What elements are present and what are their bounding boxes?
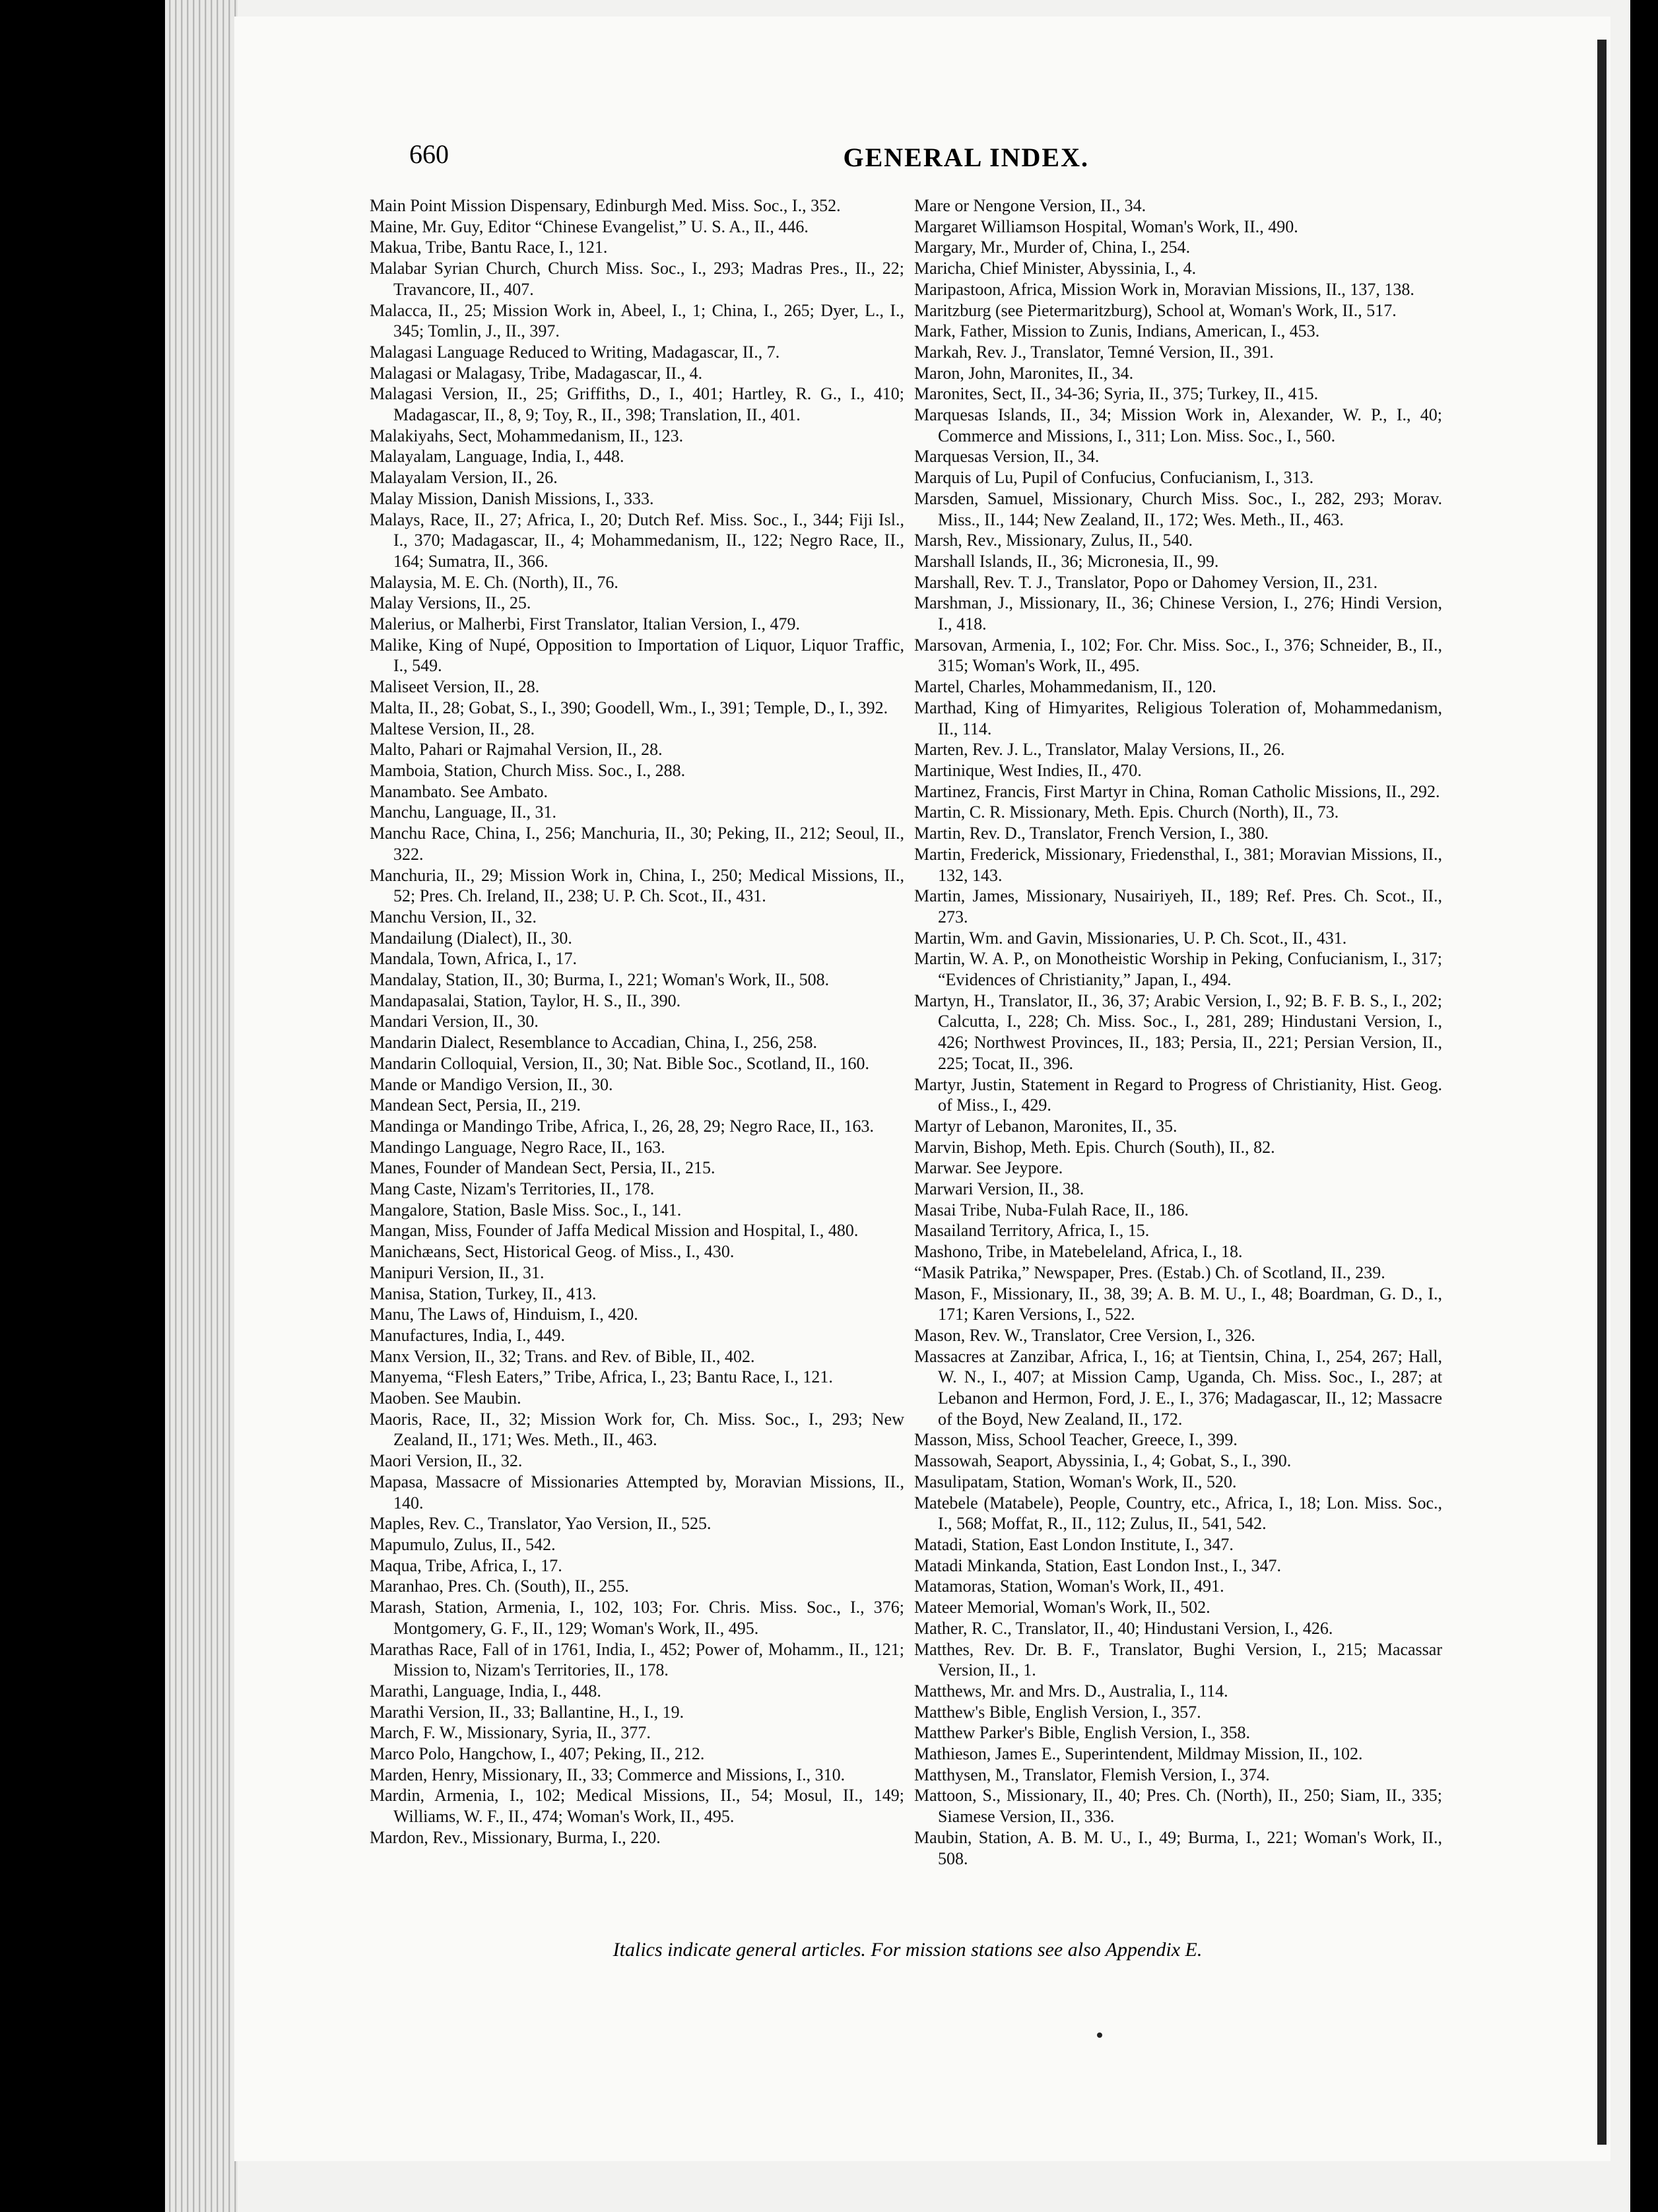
index-entry: Marathi, Language, India, I., 448. <box>370 1681 601 1701</box>
index-entry: Markah, Rev. J., Translator, Temné Version, II., 391. <box>914 342 1274 362</box>
index-entry: Martinique, West Indies, II., 470. <box>914 760 1142 780</box>
index-entry: Mason, Rev. W., Translator, Cree Version, I., 326. <box>914 1325 1255 1345</box>
index-entry: Martin, Frederick, Missionary, Friedensthal, I., 381; Moravian Missions, II., 132, 143. <box>914 844 1442 885</box>
index-entry: Mandarin Colloquial, Version, II., 30; Nat. Bible Soc., Scotland, II., 160. <box>370 1053 870 1073</box>
index-entry: Masailand Territory, Africa, I., 15. <box>914 1221 1150 1241</box>
index-entry: Martin, James, Missionary, Nusairiyeh, II., 189; Ref. Pres. Ch. Scot., II., 273. <box>914 886 1442 927</box>
index-entry: Marco Polo, Hangchow, I., 407; Peking, II., 212. <box>370 1744 705 1764</box>
index-entry: Maltese Version, II., 28. <box>370 719 535 738</box>
index-entry: Mandalay, Station, II., 30; Burma, I., 221; Woman's Work, II., 508. <box>370 970 830 990</box>
index-entry: Manambato. See Ambato. <box>370 781 548 801</box>
index-entry: Mandapasalai, Station, Taylor, H. S., II., 390. <box>370 991 681 1010</box>
index-entry: Mamboia, Station, Church Miss. Soc., I., 288. <box>370 760 686 780</box>
index-column-right <box>914 195 1442 1869</box>
index-entry: Manisa, Station, Turkey, II., 413. <box>370 1284 597 1303</box>
index-entry: Martin, Wm. and Gavin, Missionaries, U. P. Ch. Scot., II., 431. <box>914 928 1347 948</box>
index-entry: Martinez, Francis, First Martyr in China, Roman Catholic Missions, II., 292. <box>914 781 1440 801</box>
index-entry: Manx Version, II., 32; Trans. and Rev. of Bible, II., 402. <box>370 1346 755 1366</box>
index-entry: Marthad, King of Himyarites, Religious Toleration of, Mohammedanism, II., 114. <box>914 698 1442 738</box>
index-entry: Maron, John, Maronites, II., 34. <box>914 363 1134 383</box>
index-entry: Manichæans, Sect, Historical Geog. of Miss., I., 430. <box>370 1242 735 1262</box>
index-entry: Martyr of Lebanon, Maronites, II., 35. <box>914 1116 1177 1136</box>
index-entry: Malto, Pahari or Rajmahal Version, II., 28. <box>370 740 663 760</box>
index-entry: Malagasi Version, II., 25; Griffiths, D., I., 401; Hartley, R. G., I., 410; Madagascar, II., 8, 9; Toy, R., II., 398; Translation, II., 401. <box>370 384 904 425</box>
index-column-left <box>370 195 904 1848</box>
index-entry: Makua, Tribe, Bantu Race, I., 121. <box>370 238 608 257</box>
index-entry: Marathas Race, Fall of in 1761, India, I., 452; Power of, Mohamm., II., 121; Mission to, Nizam's Territories, II., 178. <box>370 1639 904 1680</box>
page-number: 660 <box>409 139 449 169</box>
index-entry: Marvin, Bishop, Meth. Epis. Church (South), II., 82. <box>914 1137 1275 1157</box>
index-entry: March, F. W., Missionary, Syria, II., 377. <box>370 1723 651 1743</box>
index-entry: Marwari Version, II., 38. <box>914 1179 1084 1199</box>
index-entry: Malays, Race, II., 27; Africa, I., 20; Dutch Ref. Miss. Soc., I., 344; Fiji Isl., I., 370; Madagascar, II., 4; Mohammedanism, II., 122; Negro Race, II., 164; Sumatra, II., 366. <box>370 509 904 571</box>
index-entry: Mandean Sect, Persia, II., 219. <box>370 1095 581 1115</box>
index-entry: Malabar Syrian Church, Church Miss. Soc., I., 293; Madras Pres., II., 22; Travancore, II., 407. <box>370 259 904 299</box>
index-entry: Marquis of Lu, Pupil of Confucius, Confucianism, I., 313. <box>914 468 1314 488</box>
index-entry: Mateer Memorial, Woman's Work, II., 502. <box>914 1598 1210 1617</box>
index-entry: Malaysia, M. E. Ch. (North), II., 76. <box>370 572 618 592</box>
index-entry: Manchu Race, China, I., 256; Manchuria, II., 30; Peking, II., 212; Seoul, II., 322. <box>370 824 904 864</box>
index-entry: Marten, Rev. J. L., Translator, Malay Versions, II., 26. <box>914 740 1285 760</box>
index-entry: Malagasi or Malagasy, Tribe, Madagascar, II., 4. <box>370 363 703 383</box>
index-entry: Marshall, Rev. T. J., Translator, Popo or Dahomey Version, II., 231. <box>914 572 1378 592</box>
page-title: GENERAL INDEX. <box>843 143 1089 172</box>
index-entry: Matthes, Rev. Dr. B. F., Translator, Bughi Version, I., 215; Macassar Version, II., 1. <box>914 1639 1442 1680</box>
index-entry: Malayalam, Language, India, I., 448. <box>370 447 624 467</box>
index-entry: Manchu Version, II., 32. <box>370 907 537 927</box>
index-entry: Matamoras, Station, Woman's Work, II., 491. <box>914 1577 1224 1596</box>
index-entry: Manufactures, India, I., 449. <box>370 1325 566 1345</box>
index-entry: Mandarin Dialect, Resemblance to Accadian, China, I., 256, 258. <box>370 1033 817 1053</box>
index-entry: Mason, F., Missionary, II., 38, 39; A. B. M. U., I., 48; Boardman, G. D., I., 171; Karen Versions, I., 522. <box>914 1284 1442 1324</box>
index-entry: Malayalam Version, II., 26. <box>370 468 558 488</box>
index-entry: Mather, R. C., Translator, II., 40; Hindustani Version, I., 426. <box>914 1618 1333 1638</box>
index-entry: Marshman, J., Missionary, II., 36; Chinese Version, I., 276; Hindi Version, I., 418. <box>914 593 1442 634</box>
index-entry: Marathi Version, II., 33; Ballantine, H., I., 19. <box>370 1702 684 1722</box>
index-entry: Mapumulo, Zulus, II., 542. <box>370 1535 556 1554</box>
index-entry: Masson, Miss, School Teacher, Greece, I., 399. <box>914 1430 1238 1450</box>
index-entry: Manu, The Laws of, Hinduism, I., 420. <box>370 1305 638 1324</box>
index-entry: Maubin, Station, A. B. M. U., I., 49; Burma, I., 221; Woman's Work, II., 508. <box>914 1827 1442 1868</box>
index-entry: Mark, Father, Mission to Zunis, Indians, American, I., 453. <box>914 321 1320 341</box>
index-entry: Malagasi Language Reduced to Writing, Madagascar, II., 7. <box>370 342 780 362</box>
index-entry: Manyema, “Flesh Eaters,” Tribe, Africa, I., 23; Bantu Race, I., 121. <box>370 1367 833 1387</box>
index-entry: Mang Caste, Nizam's Territories, II., 178. <box>370 1179 655 1199</box>
index-entry: Mathieson, James E., Superintendent, Mildmay Mission, II., 102. <box>914 1744 1363 1764</box>
index-entry: Marden, Henry, Missionary, II., 33; Commerce and Missions, I., 310. <box>370 1765 846 1784</box>
index-entry: Malerius, or Malherbi, First Translator, Italian Version, I., 479. <box>370 614 801 634</box>
index-entry: Marsovan, Armenia, I., 102; For. Chr. Miss. Soc., I., 376; Schneider, B., II., 315; Woman's Work, II., 495. <box>914 635 1442 676</box>
index-entry: Maqua, Tribe, Africa, I., 17. <box>370 1555 562 1575</box>
index-entry: Mapasa, Massacre of Missionaries Attempted by, Moravian Missions, II., 140. <box>370 1472 904 1513</box>
index-entry: Massacres at Zanzibar, Africa, I., 16; at Tientsin, China, I., 254, 267; Hall, W. N., I., 407; at Mission Camp, Uganda, Ch. Miss. Soc., I., 287; at Lebanon and Hermon, Ford, J. E., I., 376; Madagascar, II., 12; Massacre of the Boyd, New Zealand, II., 172. <box>914 1346 1442 1429</box>
index-entry: Mattoon, S., Missionary, II., 40; Pres. Ch. (North), II., 250; Siam, II., 335; Siamese Version, II., 336. <box>914 1786 1442 1827</box>
index-entry: Marquesas Islands, II., 34; Mission Work in, Alexander, W. P., I., 40; Commerce and Missions, I., 311; Lon. Miss. Soc., I., 560. <box>914 405 1442 445</box>
index-entry: Manes, Founder of Mandean Sect, Persia, II., 215. <box>370 1158 715 1178</box>
index-entry: Marash, Station, Armenia, I., 102, 103; For. Chris. Miss. Soc., I., 376; Montgomery, G. F., II., 129; Woman's Work, II., 495. <box>370 1598 904 1638</box>
index-entry: Matadi, Station, East London Institute, I., 347. <box>914 1535 1234 1554</box>
index-entry: Martin, W. A. P., on Monotheistic Worship in Peking, Confucianism, I., 317; “Evidences of Christianity,” Japan, I., 494. <box>914 949 1442 990</box>
index-entry: Martin, Rev. D., Translator, French Version, I., 380. <box>914 824 1269 843</box>
index-entry: Matebele (Matabele), People, Country, etc., Africa, I., 18; Lon. Miss. Soc., I., 568; Moffat, R., II., 112; Zulus, II., 541, 542. <box>914 1493 1442 1534</box>
index-entry: Malay Versions, II., 25. <box>370 593 531 613</box>
index-entry: Mangan, Miss, Founder of Jaffa Medical Mission and Hospital, I., 480. <box>370 1221 859 1241</box>
index-entry: Martyn, H., Translator, II., 36, 37; Arabic Version, I., 92; B. F. B. S., I., 202; Calcutta, I., 228; Ch. Miss. Soc., I., 281, 289; Hindustani Version, I., 426; Northwest Provinces, II., 183; Persia, II., 221; Persian Version, II., 225; Tocat, II., 396. <box>914 991 1442 1073</box>
index-entry: Matthew Parker's Bible, English Version, I., 358. <box>914 1723 1250 1743</box>
index-entry: Marsh, Rev., Missionary, Zulus, II., 540. <box>914 531 1193 550</box>
index-entry: Maples, Rev. C., Translator, Yao Version, II., 525. <box>370 1514 712 1534</box>
index-entry: Marsden, Samuel, Missionary, Church Miss. Soc., I., 282, 293; Morav. Miss., II., 144; New Zealand, II., 172; Wes. Meth., II., 463. <box>914 488 1442 529</box>
index-entry: Mardon, Rev., Missionary, Burma, I., 220. <box>370 1827 661 1847</box>
index-entry: Maori Version, II., 32. <box>370 1451 523 1471</box>
index-entry: Maoris, Race, II., 32; Mission Work for, Ch. Miss. Soc., I., 293; New Zealand, II., 171; Wes. Meth., II., 463. <box>370 1409 904 1450</box>
index-entry: Marquesas Version, II., 34. <box>914 447 1100 467</box>
index-entry: Margaret Williamson Hospital, Woman's Work, II., 490. <box>914 216 1298 236</box>
index-entry: Mandingo Language, Negro Race, II., 163. <box>370 1137 665 1157</box>
index-entry: Maritzburg (see Pietermaritzburg), School at, Woman's Work, II., 517. <box>914 300 1397 320</box>
index-entry: Malta, II., 28; Gobat, S., I., 390; Goodell, Wm., I., 391; Temple, D., I., 392. <box>370 698 888 717</box>
index-entry: Matadi Minkanda, Station, East London Inst., I., 347. <box>914 1555 1282 1575</box>
index-entry: Malike, King of Nupé, Opposition to Importation of Liquor, Liquor Traffic, I., 549. <box>370 635 904 676</box>
index-entry: Martin, C. R. Missionary, Meth. Epis. Church (North), II., 73. <box>914 802 1339 822</box>
index-entry: Malakiyahs, Sect, Mohammedanism, II., 123. <box>370 426 684 445</box>
index-entry: Maoben. See Maubin. <box>370 1388 521 1408</box>
index-entry: Marwar. See Jeypore. <box>914 1158 1063 1178</box>
index-entry: Maranhao, Pres. Ch. (South), II., 255. <box>370 1577 629 1596</box>
index-entry: Margary, Mr., Murder of, China, I., 254. <box>914 238 1191 257</box>
index-entry: Mandailung (Dialect), II., 30. <box>370 928 572 948</box>
index-entry: Mashono, Tribe, in Matebeleland, Africa, I., 18. <box>914 1242 1243 1262</box>
page-mark <box>1097 2033 1102 2038</box>
index-entry: Maronites, Sect, II., 34-36; Syria, II., 375; Turkey, II., 415. <box>914 384 1319 404</box>
index-entry: Mandari Version, II., 30. <box>370 1012 539 1031</box>
index-entry: Martyr, Justin, Statement in Regard to Progress of Christianity, Hist. Geog. of Miss., I., 429. <box>914 1074 1442 1115</box>
binding-gutter <box>1597 40 1607 2145</box>
index-entry: Manchu, Language, II., 31. <box>370 802 557 822</box>
index-entry: Matthysen, M., Translator, Flemish Version, I., 374. <box>914 1765 1270 1784</box>
index-entry: Mandala, Town, Africa, I., 17. <box>370 949 577 969</box>
index-entry: Marshall Islands, II., 36; Micronesia, II., 99. <box>914 551 1219 571</box>
page-header <box>409 139 1089 178</box>
index-entry: Manipuri Version, II., 31. <box>370 1262 545 1282</box>
footer-note: Italics indicate general articles. For mission stations see also Appendix E. <box>613 1939 1203 1961</box>
index-entry: Mandinga or Mandingo Tribe, Africa, I., 26, 28, 29; Negro Race, II., 163. <box>370 1116 874 1136</box>
index-entry: “Masik Patrika,” Newspaper, Pres. (Estab.) Ch. of Scotland, II., 239. <box>914 1262 1385 1282</box>
index-entry: Masulipatam, Station, Woman's Work, II., 520. <box>914 1472 1237 1491</box>
index-entry: Massowah, Seaport, Abyssinia, I., 4; Gobat, S., I., 390. <box>914 1451 1292 1471</box>
index-entry: Malay Mission, Danish Missions, I., 333. <box>370 488 654 508</box>
index-entry: Malacca, II., 25; Mission Work in, Abeel, I., 1; China, I., 265; Dyer, L., I., 345; Tomlin, J., II., 397. <box>370 300 904 341</box>
index-entry: Mardin, Armenia, I., 102; Medical Missions, II., 54; Mosul, II., 149; Williams, W. F., II., 474; Woman's Work, II., 495. <box>370 1786 904 1827</box>
index-entry: Mangalore, Station, Basle Miss. Soc., I., 141. <box>370 1200 682 1220</box>
index-entry: Maliseet Version, II., 28. <box>370 677 540 697</box>
index-entry: Manchuria, II., 29; Mission Work in, China, I., 250; Medical Missions, II., 52; Pres. Ch. Ireland, II., 238; U. P. Ch. Scot., II., 431. <box>370 865 904 906</box>
index-entry: Matthews, Mr. and Mrs. D., Australia, I., 114. <box>914 1681 1228 1701</box>
index-entry: Maripastoon, Africa, Mission Work in, Moravian Missions, II., 137, 138. <box>914 279 1414 299</box>
index-entry: Mare or Nengone Version, II., 34. <box>914 196 1146 215</box>
index-entry: Maine, Mr. Guy, Editor “Chinese Evangelist,” U. S. A., II., 446. <box>370 216 809 236</box>
index-entry: Maricha, Chief Minister, Abyssinia, I., 4. <box>914 259 1197 278</box>
index-entry: Mande or Mandigo Version, II., 30. <box>370 1074 613 1094</box>
page-edges <box>165 0 238 2212</box>
index-entry: Masai Tribe, Nuba-Fulah Race, II., 186. <box>914 1200 1189 1220</box>
index-entry: Main Point Mission Dispensary, Edinburgh Med. Miss. Soc., I., 352. <box>370 196 841 215</box>
index-entry: Martel, Charles, Mohammedanism, II., 120. <box>914 677 1216 697</box>
index-entry: Matthew's Bible, English Version, I., 357. <box>914 1702 1201 1722</box>
